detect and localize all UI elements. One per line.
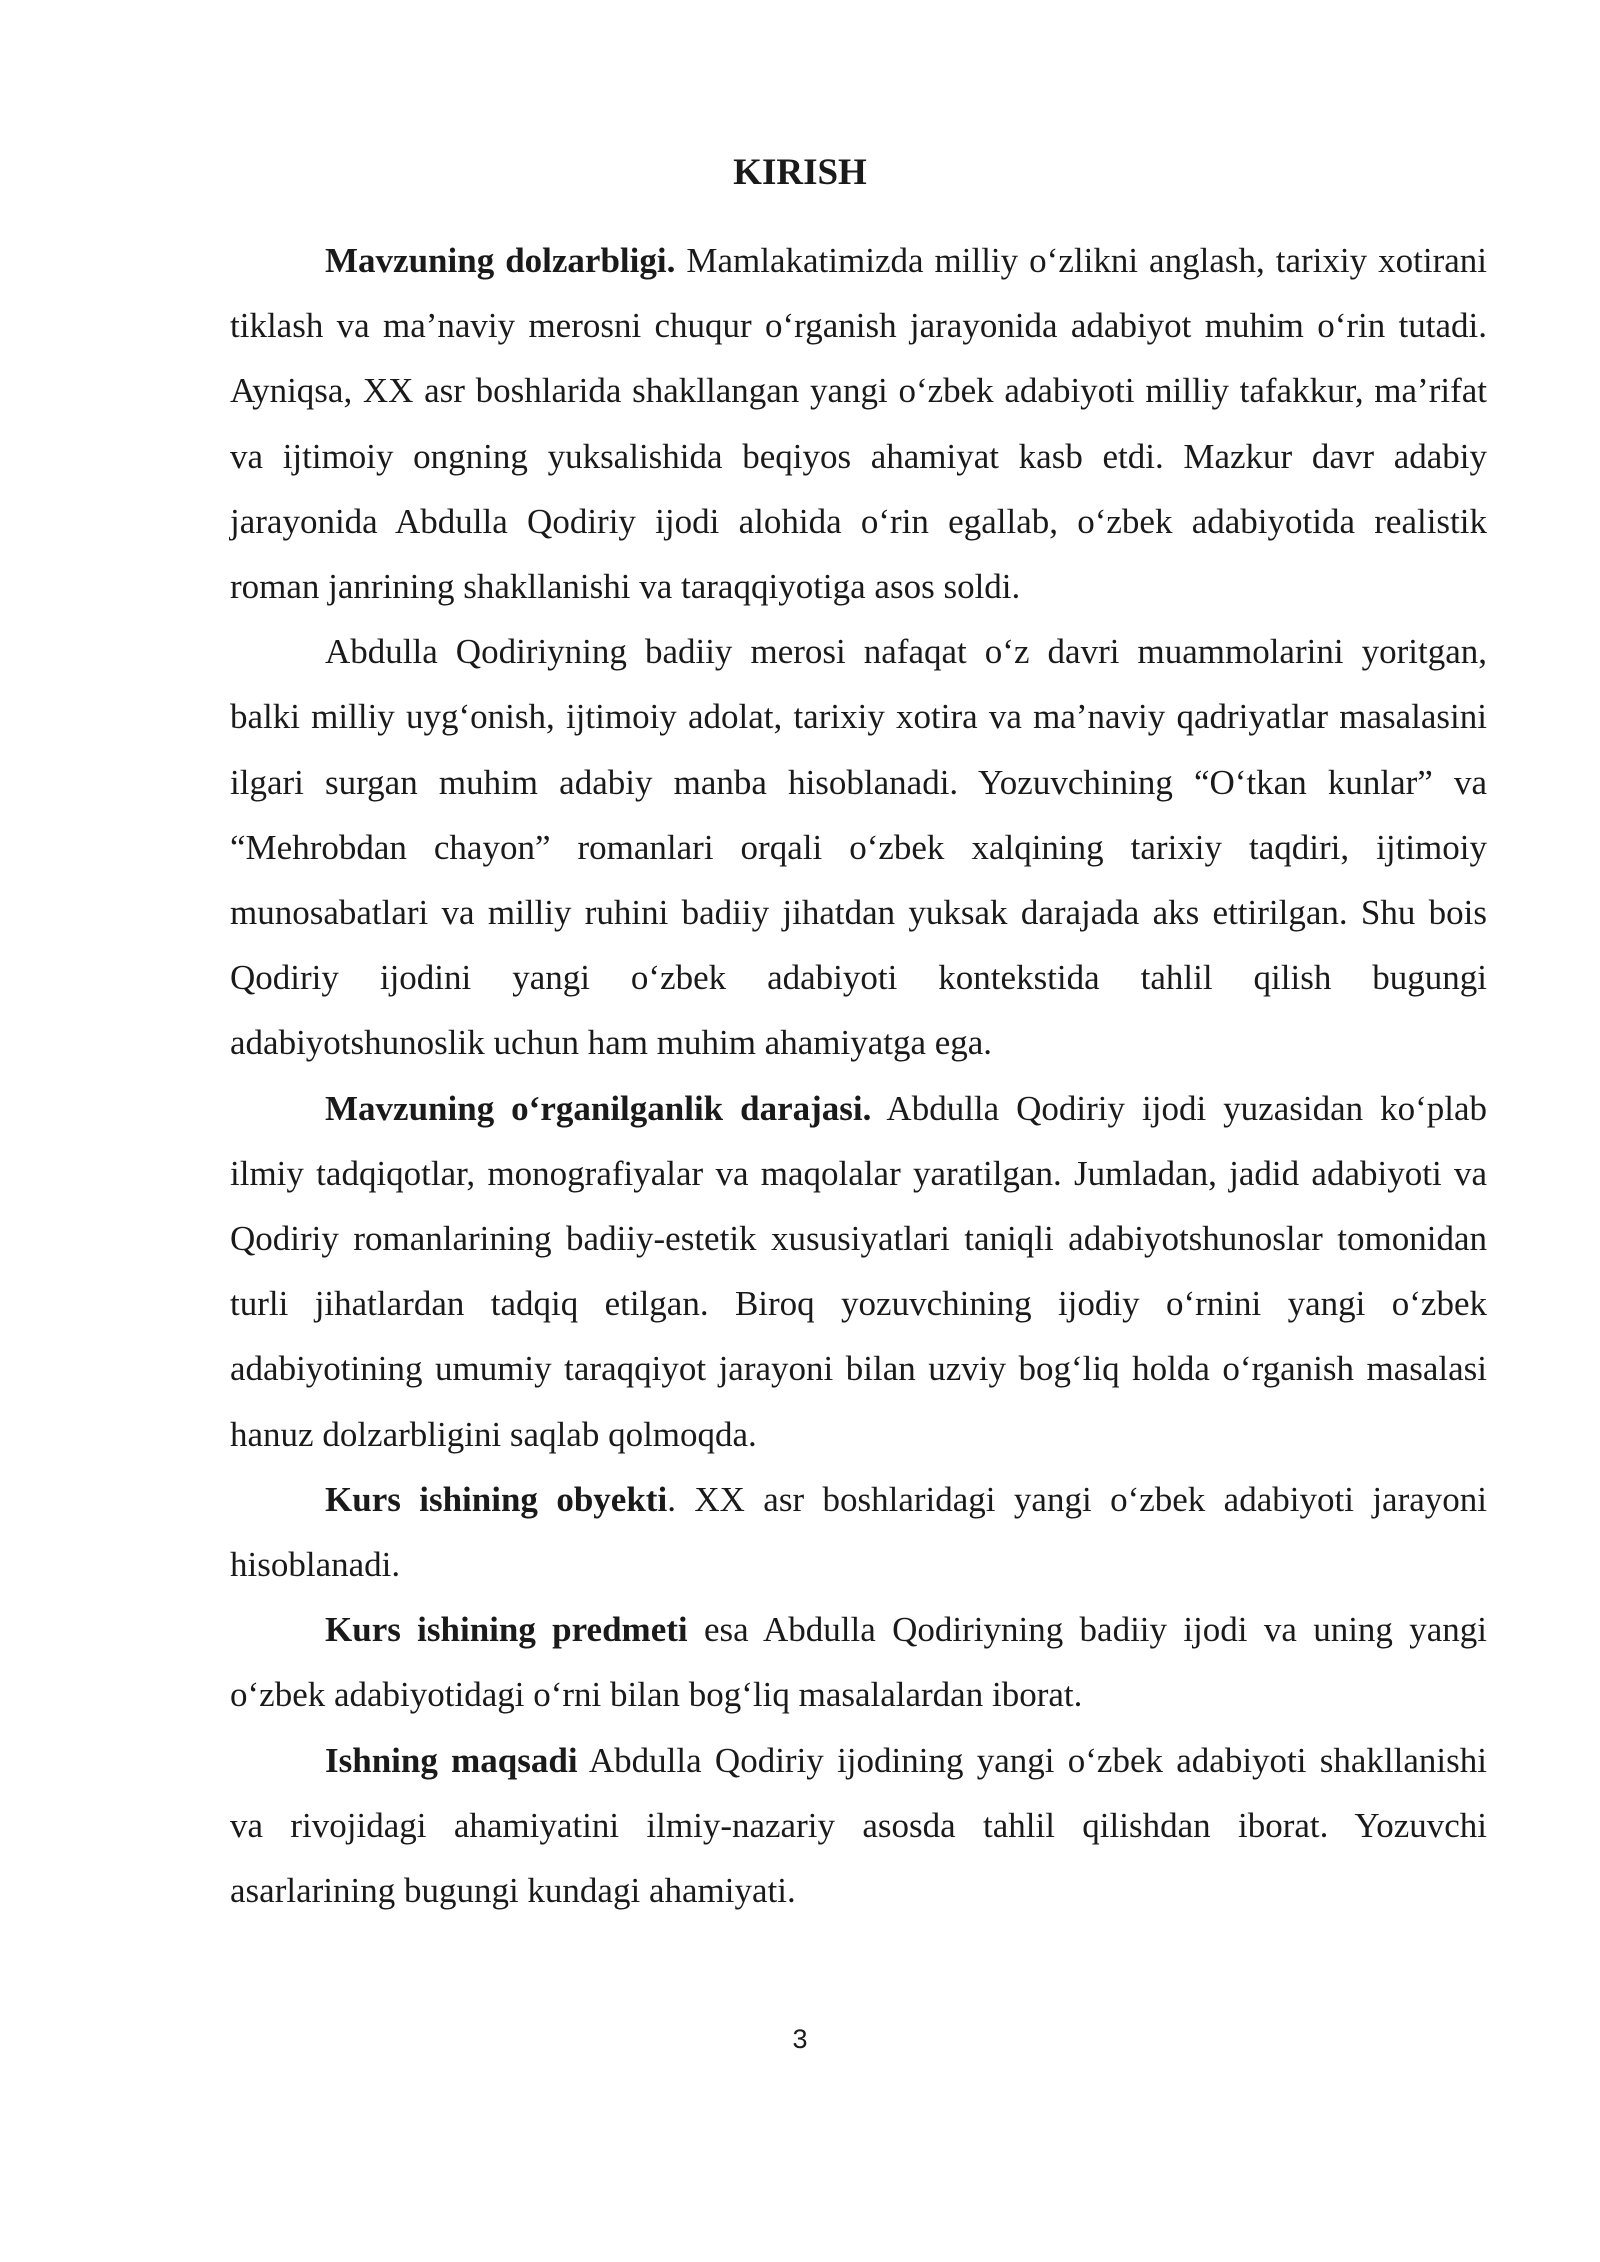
paragraph-text: . XX asr boshlaridagi yangi o‘zbek adabiyoti jarayoni hisoblanadi.: [230, 1479, 1487, 1585]
paragraph-text: Mamlakatimizda milliy o‘zlikni anglash, tarixiy xotirani tiklash va ma’naviy merosni chuqur o‘rganish jarayonida adabiyot muhim o‘rin tutadi. Ayniqsa, XX asr boshlarida shakllangan yangi o‘zbek adabiyoti milliy tafakkur, ma’rifat va ijtimoiy ongning yuksalishida beqiyos ahamiyat kasb etdi. Mazkur davr adabiy jarayonida Abdulla Qodiriy ijodi alohida o‘rin egallab, o‘zbek adabiyotida realistik roman janrining shakllanishi va taraqqiyotiga asos soldi.: [230, 241, 1487, 607]
paragraph-relevance: [230, 228, 1487, 619]
paragraph-lead: Mavzuning o‘rganilganlik darajasi.: [325, 1088, 872, 1128]
page-heading: KIRISH: [733, 152, 867, 193]
paragraph-lead: Kurs ishining obyekti: [325, 1479, 668, 1519]
paragraph-goal: [230, 1728, 1487, 1924]
body-text: [230, 228, 1487, 1923]
paragraph-text: Abdulla Qodiriy ijodining yangi o‘zbek adabiyoti shakllanishi va rivojidagi ahamiyatini ilmiy-nazariy asosda tahlil qilishdan iborat. Yozuvchi asarlarining bugungi kundagi ahamiyati.: [230, 1740, 1487, 1911]
paragraph-text: esa Abdulla Qodiriyning badiiy ijodi va uning yangi o‘zbek adabiyotidagi o‘rni bilan bog‘liq masalalardan iborat.: [230, 1610, 1487, 1715]
paragraph-text: Abdulla Qodiriy ijodi yuzasidan ko‘plab ilmiy tadqiqotlar, monografiyalar va maqolalar yaratilgan. Jumladan, jadid adabiyoti va Qodiriy romanlarining badiiy-estetik xususiyatlari taniqli adabiyotshunoslar tomonidan turli jihatlardan tadqiq etilgan. Biroq yozuvchining ijodiy o‘rnini yangi o‘zbek adabiyotining umumiy taraqqiyot jarayoni bilan uzviy bog‘liq holda o‘rganish masalasi hanuz dolzarbligini saqlab qolmoqda.: [230, 1088, 1487, 1454]
paragraph-lead: Ishning maqsadi: [325, 1740, 578, 1780]
paragraph-object: [230, 1467, 1487, 1597]
paragraph-subject: [230, 1597, 1487, 1727]
page-number: 3: [792, 2024, 808, 2054]
paragraph-lead: Mavzuning dolzarbligi.: [325, 241, 676, 280]
paragraph-study-level: [230, 1076, 1487, 1467]
paragraph-text: Abdulla Qodiriyning badiiy merosi nafaqat o‘z davri muammolarini yoritgan, balki milliy uyg‘onish, ijtimoiy adolat, tarixiy xotira va ma’naviy qadriyatlar masalasini ilgari surgan muhim adabiy manba hisoblanadi. Yozuvchining “O‘tkan kunlar” va “Mehrobdan chayon” romanlari orqali o‘zbek xalqining tarixiy taqdiri, ijtimoiy munosabatlari va milliy ruhini badiiy jihatdan yuksak darajada aks ettirilgan. Shu bois Qodiriy ijodini yangi o‘zbek adabiyoti kontekstida tahlil qilish bugungi adabiyotshunoslik uchun ham muhim ahamiyatga ega.: [230, 632, 1487, 1063]
paragraph-lead: Kurs ishining predmeti: [325, 1610, 688, 1650]
paragraph-heritage: [230, 619, 1487, 1075]
